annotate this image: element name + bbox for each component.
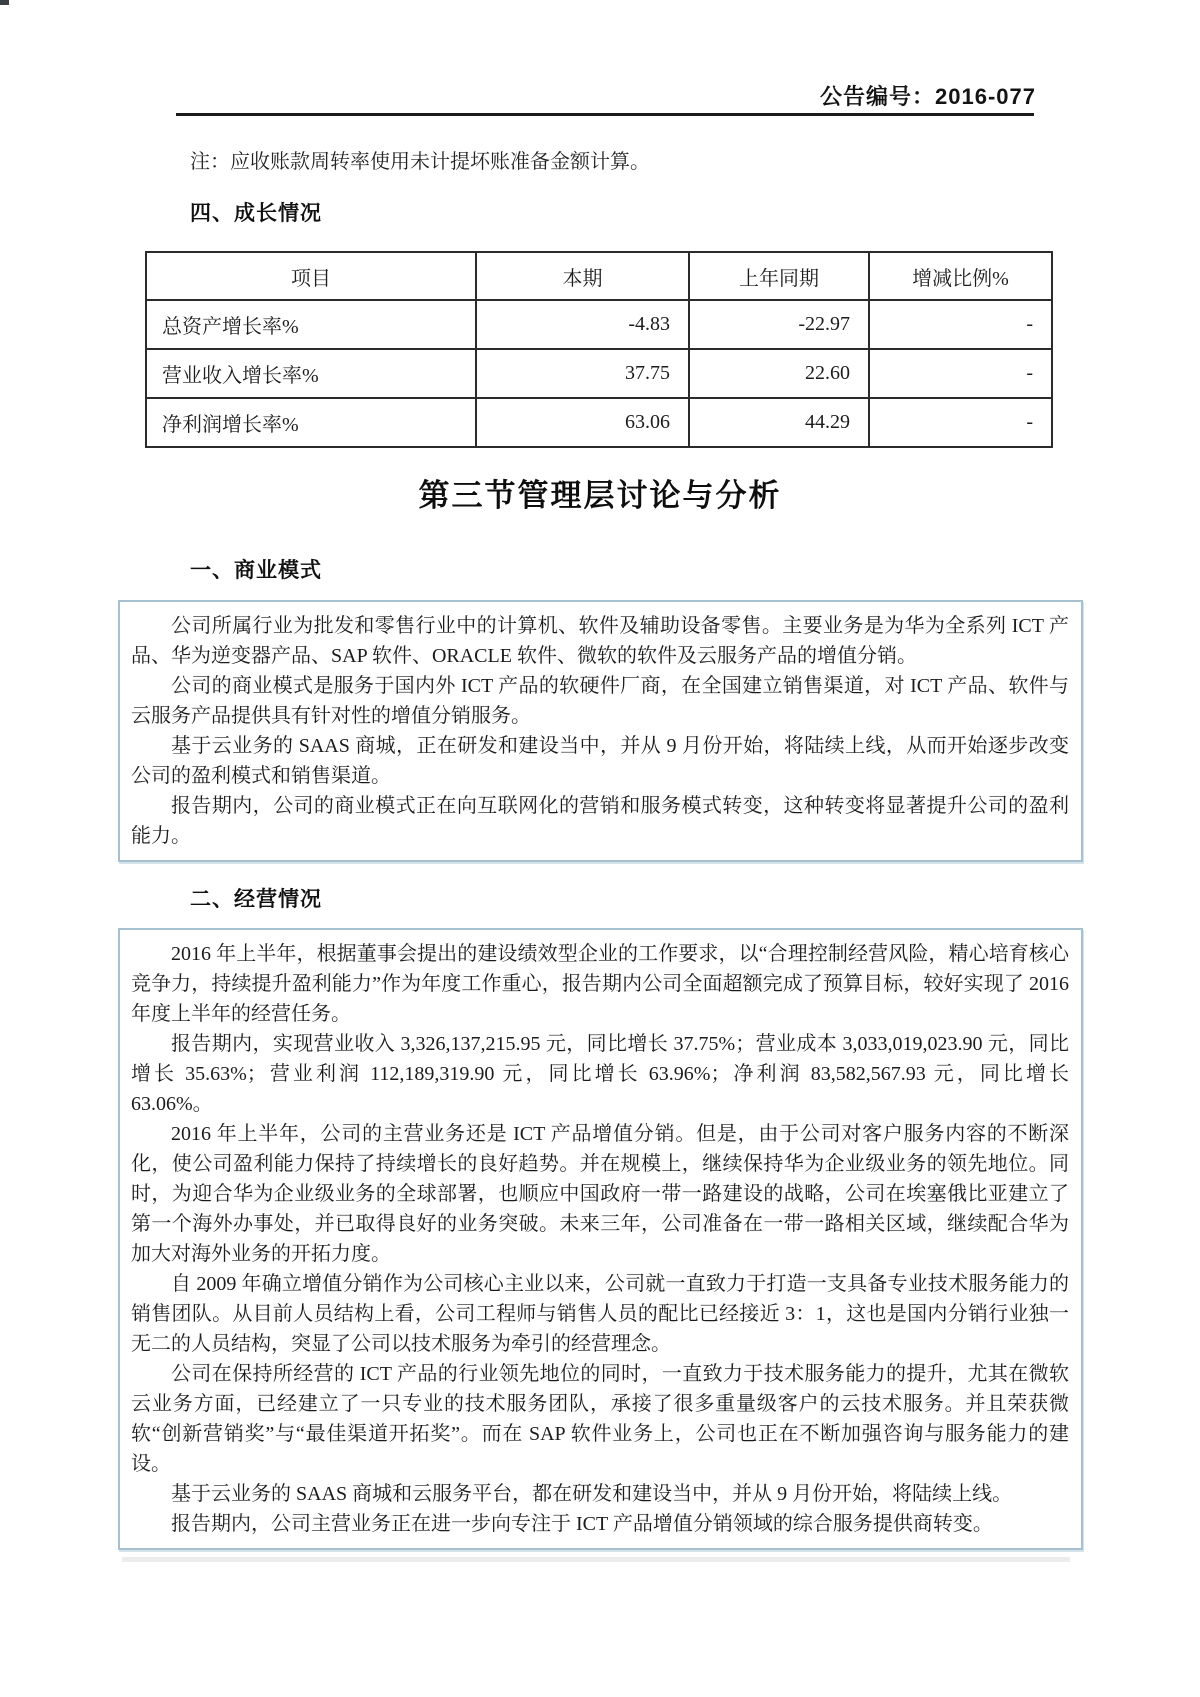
page-artifact-line (122, 1557, 1070, 1562)
row-change: - (869, 349, 1052, 398)
col-header-prior: 上年同期 (689, 252, 869, 300)
table-footnote: 注：应收账款周转率使用未计提坏账准备金额计算。 (190, 151, 650, 173)
col-header-current: 本期 (476, 252, 689, 300)
table-header-row (146, 252, 1052, 300)
row-prior: 44.29 (689, 398, 869, 447)
paragraph: 公司在保持所经营的 ICT 产品的行业领先地位的同时，一直致力于技术服务能力的提升，尤其在微软云业务方面，已经建立了一只专业的技术服务团队，承接了很多重量级客户的云技术服务。并且荣获微软“创新营销奖”与“最佳渠道开拓奖”。而在 SAP 软件业务上，公司也正在不断加强咨询与服务能力的建设。 (131, 1363, 1069, 1475)
header-rule (176, 113, 1034, 116)
scan-artifact (0, 0, 9, 5)
col-header-item: 项目 (146, 252, 476, 300)
row-current: 37.75 (476, 349, 689, 398)
paragraph: 报告期内，公司的商业模式正在向互联网化的营销和服务模式转变，这种转变将显著提升公司的盈利能力。 (131, 795, 1069, 847)
paragraph: 报告期内，实现营业收入 3,326,137,215.95 元，同比增长 37.75%；营业成本 3,033,019,023.90 元，同比增长 35.63%；营业利润 112,189,319.90 元，同比增长 63.96%；净利润 83,582,567.93 元，同比增长 63.06%。 (131, 1033, 1069, 1115)
section-title-business-model: 一、商业模式 (190, 559, 322, 582)
row-prior: 22.60 (689, 349, 869, 398)
row-current: -4.83 (476, 300, 689, 349)
row-item-label: 营业收入增长率% (146, 349, 476, 398)
chapter-title: 第三节管理层讨论与分析 (418, 478, 782, 513)
paragraph: 公司所属行业为批发和零售行业中的计算机、软件及辅助设备零售。主要业务是为华为全系列 ICT 产品、华为逆变器产品、SAP 软件、ORACLE 软件、微软的软件及云服务产品的增值分销。 (131, 615, 1069, 667)
row-change: - (869, 300, 1052, 349)
business-model-textbox (118, 600, 1083, 862)
row-current: 63.06 (476, 398, 689, 447)
paragraph: 基于云业务的 SAAS 商城，正在研发和建设当中，并从 9 月份开始，将陆续上线，从而开始逐步改变公司的盈利模式和销售渠道。 (131, 735, 1069, 787)
paragraph: 报告期内，公司主营业务正在进一步向专注于 ICT 产品增值分销领域的综合服务提供商转变。 (171, 1513, 993, 1535)
table-row (146, 300, 1052, 349)
row-item-label: 净利润增长率% (146, 398, 476, 447)
paragraph: 2016 年上半年，根据董事会提出的建设绩效型企业的工作要求，以“合理控制经营风险，精心培育核心竞争力，持续提升盈利能力”作为年度工作重心，报告期内公司全面超额完成了预算目标，较好实现了 2016 年度上半年的经营任务。 (131, 943, 1069, 1025)
row-item-label: 总资产增长率% (146, 300, 476, 349)
announcement-number: 公告编号：2016-077 (820, 84, 1036, 109)
section-title-growth: 四、成长情况 (190, 202, 322, 225)
row-prior: -22.97 (689, 300, 869, 349)
paragraph: 基于云业务的 SAAS 商城和云服务平台，都在研发和建设当中，并从 9 月份开始，将陆续上线。 (171, 1483, 1013, 1505)
table-row (146, 398, 1052, 447)
section-title-operations: 二、经营情况 (190, 888, 322, 911)
row-change: - (869, 398, 1052, 447)
growth-table (145, 251, 1053, 448)
paragraph: 2016 年上半年，公司的主营业务还是 ICT 产品增值分销。但是，由于公司对客户服务内容的不断深化，使公司盈利能力保持了持续增长的良好趋势。并在规模上，继续保持华为企业级业务的领先地位。同时，为迎合华为企业级业务的全球部署，也顺应中国政府一带一路建设的战略，公司在埃塞俄比亚建立了第一个海外办事处，并已取得良好的业务突破。未来三年，公司准备在一带一路相关区域，继续配合华为加大对海外业务的开拓力度。 (131, 1123, 1069, 1265)
operations-textbox (118, 928, 1083, 1550)
table-row (146, 349, 1052, 398)
paragraph: 自 2009 年确立增值分销作为公司核心主业以来，公司就一直致力于打造一支具备专业技术服务能力的销售团队。从目前人员结构上看，公司工程师与销售人员的配比已经接近 3：1，这也是国内分销行业独一无二的人员结构，突显了公司以技术服务为牵引的经营理念。 (131, 1273, 1069, 1355)
paragraph: 公司的商业模式是服务于国内外 ICT 产品的软硬件厂商，在全国建立销售渠道，对 ICT 产品、软件与云服务产品提供具有针对性的增值分销服务。 (131, 675, 1069, 727)
col-header-change: 增减比例% (869, 252, 1052, 300)
